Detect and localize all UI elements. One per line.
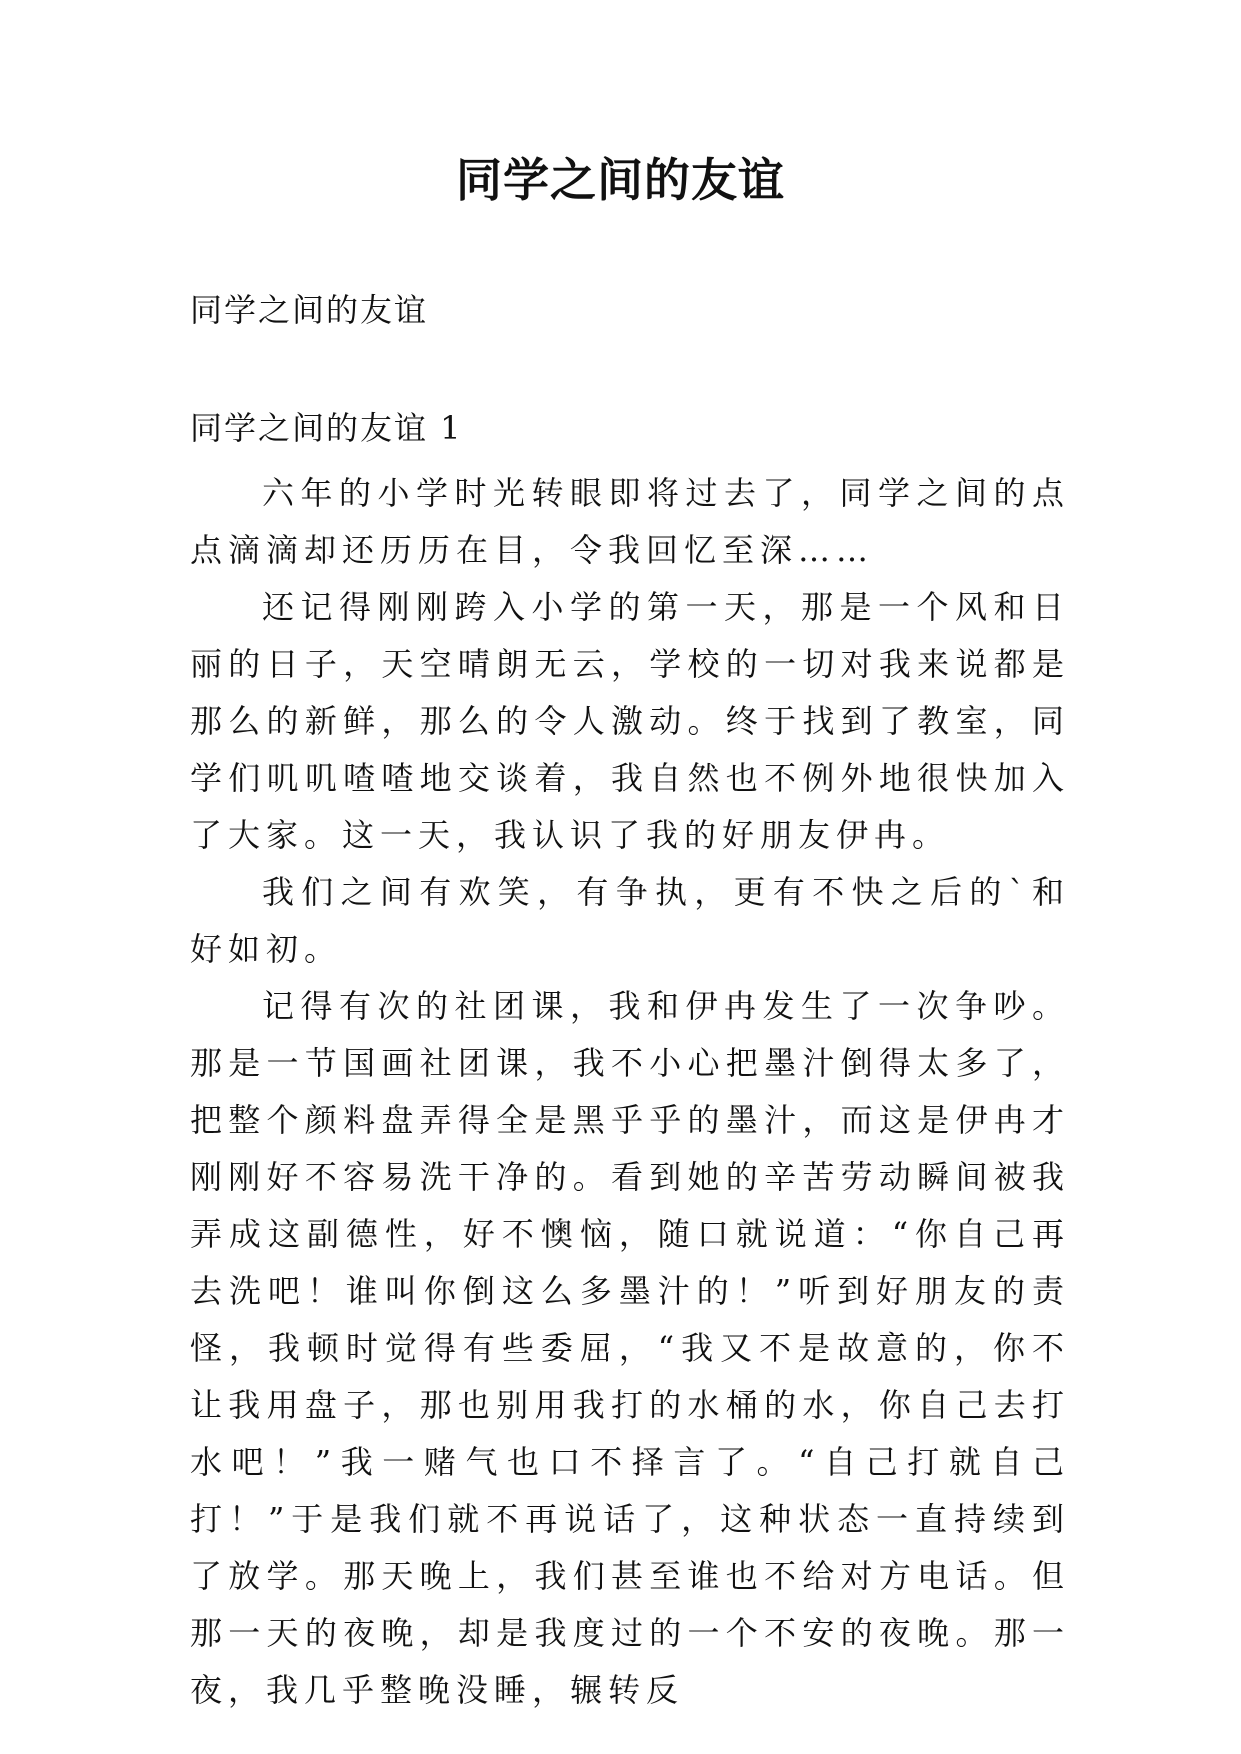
body-text (190, 465, 1070, 1719)
paragraph: 六年的小学时光转眼即将过去了，同学之间的点点滴滴却还历历在目，令我回忆至深…… (190, 474, 1070, 569)
paragraph: 还记得刚刚跨入小学的第一天，那是一个风和日丽的日子，天空晴朗无云，学校的一切对我来说都是那么的新鲜，那么的令人激动。终于找到了教室，同学们叽叽喳喳地交谈着，我自然也不例外地很快加入了大家。这一天，我认识了我的好朋友伊冉。 (190, 588, 1070, 854)
document-title: 同学之间的友谊 (456, 153, 785, 207)
paragraph: 我们之间有欢笑，有争执，更有不快之后的`和好如初。 (190, 873, 1070, 968)
document-subtitle: 同学之间的友谊 (190, 291, 429, 329)
paragraph: 记得有次的社团课，我和伊冉发生了一次争吵。那是一节国画社团课，我不小心把墨汁倒得太多了，把整个颜料盘弄得全是黑乎乎的墨汁，而这是伊冉才刚刚好不容易洗干净的。看到她的辛苦劳动瞬间被我弄成这副德性，好不懊恼，随口就说道：“你自己再去洗吧！谁叫你倒这么多墨汁的！”听到好朋友的责怪，我顿时觉得有些委屈，“我又不是故意的，你不让我用盘子，那也别用我打的水桶的水，你自己去打水吧！”我一赌气也口不择言了。“自己打就自己打！”于是我们就不再说话了，这种状态一直持续到了放学。那天晚上，我们甚至谁也不给对方电话。但那一天的夜晚，却是我度过的一个不安的夜晚。那一夜，我几乎整晚没睡，辗转反 (190, 987, 1070, 1709)
section-title: 同学之间的友谊 1 (190, 409, 463, 447)
